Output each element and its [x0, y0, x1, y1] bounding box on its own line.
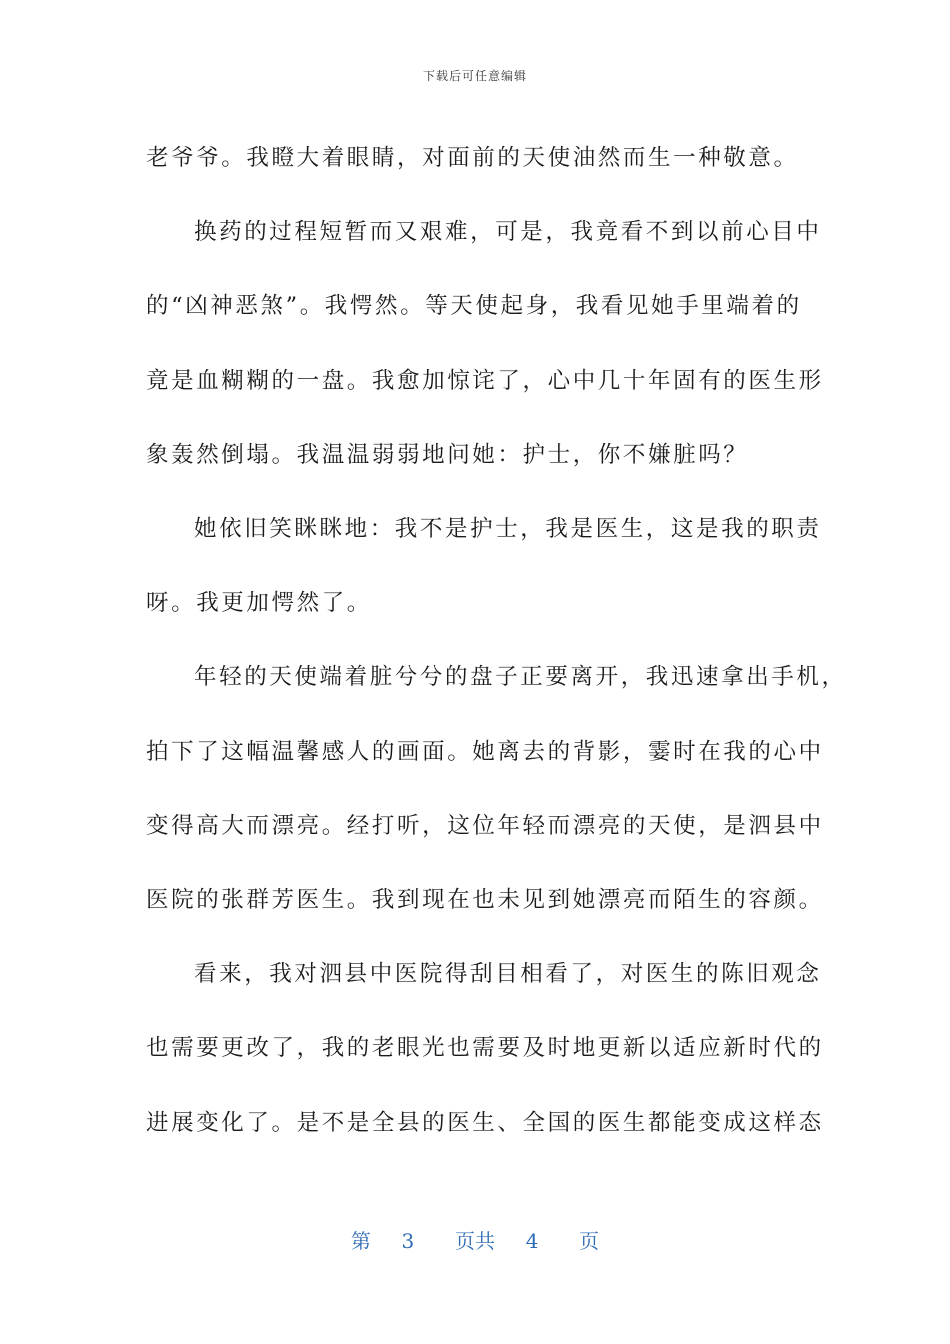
- footer-prefix: 第: [350, 1229, 371, 1253]
- footer-suffix: 页: [579, 1229, 600, 1253]
- text-line: 象轰然倒塌。我温温弱弱地问她：护士，你不嫌脏吗？: [146, 441, 749, 468]
- text-line: 也需要更改了，我的老眼光也需要及时地更新以适应新时代的: [146, 1035, 824, 1062]
- text-line: 变得高大而漂亮。经打听，这位年轻而漂亮的天使，是泗县中: [146, 812, 824, 839]
- text-line: 竟是血糊糊的一盘。我愈加惊诧了，心中几十年固有的医生形: [146, 367, 824, 394]
- footer-total-pages: 4: [525, 1229, 539, 1253]
- text-line: 进展变化了。是不是全县的医生、全国的医生都能变成这样态: [146, 1109, 824, 1136]
- text-line: 医院的张群芳医生。我到现在也未见到她漂亮而陌生的容颜。: [146, 887, 824, 914]
- text-line: 老爷爷。我瞪大着眼睛，对面前的天使油然而生一种敬意。: [146, 145, 799, 171]
- document-body: [146, 121, 847, 1160]
- text-line: 看来，我对泗县中医院得刮目相看了，对医生的陈旧观念: [194, 961, 822, 988]
- page-footer: [0, 1225, 950, 1254]
- page-header-note: 下载后可任意编辑: [422, 69, 527, 83]
- text-line: 的“凶神恶煞”。我愕然。等天使起身，我看见她手里端着的: [146, 293, 802, 320]
- text-line: 呀。我更加愕然了。: [146, 590, 372, 617]
- text-line: 拍下了这幅温馨感人的画面。她离去的背影，霎时在我的心中: [146, 738, 824, 765]
- footer-current-page: 3: [401, 1229, 415, 1253]
- text-line: 换药的过程短暂而又艰难，可是，我竟看不到以前心目中: [194, 219, 822, 246]
- text-line: 她依旧笑眯眯地：我不是护士，我是医生，这是我的职责: [194, 516, 822, 543]
- footer-middle: 页共: [455, 1229, 495, 1253]
- text-line: 年轻的天使端着脏兮兮的盘子正要离开，我迅速拿出手机，: [194, 664, 847, 691]
